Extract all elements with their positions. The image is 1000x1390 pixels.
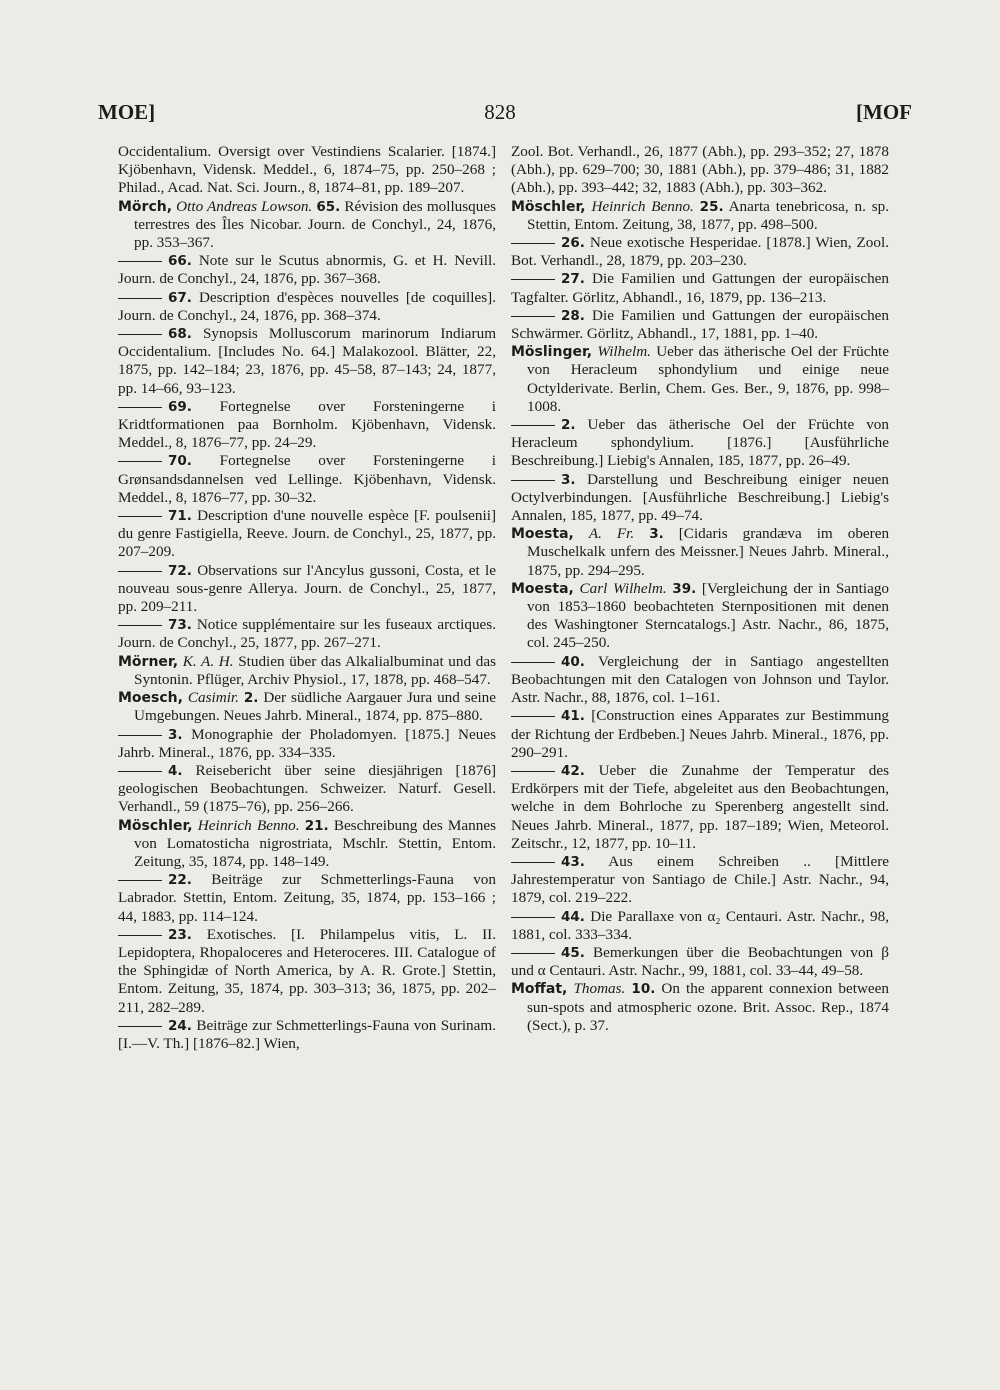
entry-text: Neue exotische Hesperidae. [1878.] Wien, Zool. Bot. Verhandl., 28, 1879, pp. 203–230.: [511, 234, 889, 270]
entry-number: 40.: [561, 653, 585, 670]
bibliography-entry: [511, 471, 889, 526]
entry-text: Darstellung und Beschreibung einiger neuen Octylverbindungen. [Ausführliche Beschreibung.] Liebig's Annalen, 185, 1877, pp. 49–74.: [511, 470, 889, 525]
entry-number: 41.: [561, 708, 585, 725]
entry-number: 26.: [561, 235, 585, 252]
entry-number: 4.: [168, 762, 183, 779]
bibliography-entry: [511, 908, 889, 944]
ditto-dash: [118, 735, 162, 736]
entry-text: Description d'espèces nouvelles [de coquilles]. Journ. de Conchyl., 24, 1876, pp. 368–374.: [118, 288, 496, 324]
bibliography-entry: [511, 234, 889, 270]
author-given-names: Casimir.: [187, 689, 239, 707]
bibliography-entry: [118, 653, 496, 689]
entry-number: 65.: [316, 198, 341, 215]
bibliography-entry: [511, 270, 889, 306]
bibliography-entry: [511, 707, 889, 762]
entry-number: 3.: [649, 526, 664, 543]
ditto-dash: [118, 298, 162, 299]
author-surname: Moesta,: [511, 526, 574, 543]
ditto-dash: [118, 625, 162, 626]
entry-text: Exotisches. [I. Philampelus vitis, L. II. Lepidoptera, Rhopaloceres and Heteroceres. III. Catalogue of the Sphingidæ of North America, by A. R. Grote.] Stettin, Entom. Zeitung, 35, 1874, pp. 303–313; 36, 1875, pp. 202–211, 282–289.: [118, 925, 497, 1016]
bibliography-entry: [118, 143, 496, 198]
bibliography-entry: [511, 416, 889, 471]
author-given-names: K. A. H.: [182, 652, 234, 670]
entry-number: 44.: [561, 908, 585, 925]
entry-text: Die Familien und Gattungen der europäischen Tagfalter. Görlitz, Abhandl., 16, 1879, pp. 136–213.: [511, 270, 890, 306]
entry-text: Beiträge zur Schmetterlings-Fauna von Surinam. [I.—V. Th.] [1876–82.] Wien,: [118, 1016, 497, 1052]
ditto-dash: [118, 516, 162, 517]
entry-text: Zool. Bot. Verhandl., 26, 1877 (Abh.), pp. 293–352; 27, 1878 (Abh.), pp. 629–700; 30, 1881 (Abh.), pp. 379–486; 31, 1882 (Abh.), pp. 393–442; 32, 1883 (Abh.), pp. 303–362.: [511, 143, 889, 197]
entry-text: Note sur le Scutus abnormis, G. et H. Nevill. Journ. de Conchyl., 24, 1876, pp. 367–368.: [118, 252, 496, 288]
ditto-dash: [511, 243, 555, 244]
entry-text: Description d'une nouvelle espèce [F. poulsenii] du genre Fastigiella, Reeve. Journ. de Conchyl., 25, 1877, pp. 207–209.: [118, 507, 496, 561]
author-given-names: Thomas.: [573, 980, 626, 998]
author-surname: Moffat,: [511, 981, 568, 998]
entry-number: 43.: [561, 853, 585, 870]
ditto-dash: [511, 480, 555, 481]
bibliography-entry: [511, 580, 889, 653]
entry-number: 23.: [168, 926, 192, 943]
ditto-dash: [511, 917, 555, 918]
ditto-dash: [118, 334, 162, 335]
page-number: 828: [484, 100, 516, 124]
entry-text: Studien über das Alkalialbuminat und das Syntonin. Pflüger, Archiv Physiol., 17, 1878, pp. 468–547.: [134, 652, 496, 688]
entry-text: Beiträge zur Schmetterlings-Fauna von Labrador. Stettin, Entom. Zeitung, 35, 1874, pp. 153–166 ; 44, 1883, pp. 114–124.: [118, 871, 496, 925]
entry-text: Die Parallaxe von α₂ Centauri. Astr. Nachr., 98, 1881, col. 333–334.: [511, 907, 890, 943]
author-given-names: Wilhelm.: [597, 343, 651, 361]
entry-text: [Vergleichung der in Santiago von 1853–1860 beobachteten Sternpositionen mit denen des Washingtoner Sterncatalogs.] Astr. Nachr., 86, 1875, col. 245–250.: [527, 579, 890, 652]
ditto-dash: [511, 662, 555, 663]
entry-number: 27.: [561, 271, 585, 288]
bibliography-entry: [118, 817, 496, 872]
entry-number: 67.: [168, 289, 192, 306]
entry-text: Beschreibung des Mannes von Lomatosticha nigrostriata, Mschlr. Stettin, Entom. Zeitung, 35, 1874, pp. 148–149.: [134, 816, 496, 870]
ditto-dash: [118, 407, 162, 408]
entry-text: Vergleichung der in Santiago angestellten Beobachtungen mit den Catalogen von Johnson und Taylor. Astr. Nachr., 88, 1876, col. 1–161.: [511, 652, 889, 707]
bibliography-entry: [511, 343, 889, 416]
entry-text: Ueber das ätherische Oel der Früchte von Heracleum sphondylium und einige neue Octylderivate. Berlin, Chem. Ges. Ber., 9, 1876, pp. 998–1008.: [527, 343, 890, 415]
bibliography-entry: [118, 252, 496, 288]
author-given-names: Otto Andreas Lowson.: [176, 197, 313, 215]
entry-text: Fortegnelse over Forsteningerne i Kridtformationen paa Bornholm. Kjöbenhavn, Vidensk. Meddel., 8, 1876–77, pp. 24–29.: [118, 397, 497, 452]
ditto-dash: [118, 261, 162, 262]
bibliography-entry: [511, 198, 889, 234]
ditto-dash: [118, 571, 162, 572]
entry-text: Ueber das ätherische Oel der Früchte von Heracleum sphondylium. [1876.] [Ausführliche Beschreibung.] Liebig's Annalen, 185, 1877, pp. 26–49.: [511, 416, 889, 470]
bibliography-entry: [511, 944, 889, 980]
bibliography-entry: [118, 726, 496, 762]
ditto-dash: [511, 771, 555, 772]
entry-text: Révision des mollusques terrestres des Îles Nicobar. Journ. de Conchyl., 24, 1876, pp. 353–367.: [134, 197, 497, 252]
author-surname: Moesta,: [511, 580, 574, 597]
ditto-dash: [511, 862, 555, 863]
bibliography-entry: [118, 507, 496, 562]
bibliography-entry: [118, 325, 496, 398]
entry-number: 39.: [672, 580, 697, 597]
bibliography-entry: [511, 853, 889, 908]
entry-number: 21.: [304, 817, 329, 834]
entry-text: Ueber die Zunahme der Temperatur des Erdkörpers mit der Tiefe, abgeleitet aus den Beobachtungen, welche in dem Bohrloche zu Sperenberg angestellt sind. Neues Jahrb. Mineral., 1877, pp. 187–189; Wien, Meteorol. Zeitschr., 12, 1877, pp. 10–11.: [511, 761, 889, 852]
ditto-dash: [118, 880, 162, 881]
entry-number: 42.: [561, 762, 585, 779]
entry-text: Aus einem Schreiben .. [Mittlere Jahrestemperatur von Santiago de Chile.] Astr. Nachr., 94, 1879, col. 219–222.: [511, 852, 889, 907]
bibliography-entry: [511, 980, 889, 1035]
ditto-dash: [511, 425, 555, 426]
ditto-dash: [118, 935, 162, 936]
author-given-names: A. Fr.: [588, 525, 635, 543]
entry-text: [Construction eines Apparates zur Bestimmung der Richtung der Erdbeben.] Neues Jahrb. Mineral., 1876, pp. 290–291.: [511, 707, 890, 761]
entry-number: 45.: [561, 944, 585, 961]
bibliography-entry: [118, 762, 496, 817]
author-given-names: Carl Wilhelm.: [579, 579, 667, 597]
entry-number: 71.: [168, 508, 192, 525]
entry-number: 28.: [561, 307, 585, 324]
bibliography-entry: [511, 762, 889, 853]
entry-number: 10.: [631, 981, 656, 998]
entry-number: 22.: [168, 872, 192, 889]
entry-number: 73.: [168, 617, 192, 634]
entry-number: 68.: [168, 326, 192, 343]
entry-number: 25.: [699, 198, 724, 215]
entry-text: Observations sur l'Ancylus gussoni, Costa, et le nouveau sous-genre Allerya. Journ. de Conchyl., 25, 1877, pp. 209–211.: [118, 561, 496, 616]
bibliography-entry: [118, 1017, 496, 1053]
bibliography-entry: [118, 452, 496, 507]
running-head-left: MOE]: [98, 100, 156, 124]
entry-number: 2.: [561, 417, 576, 434]
entry-text: Bemerkungen über die Beobachtungen von β und α Centauri. Astr. Nachr., 99, 1881, col. 33–44, 49–58.: [511, 943, 889, 980]
entry-text: Notice supplémentaire sur les fuseaux arctiques. Journ. de Conchyl., 25, 1877, pp. 267–271.: [118, 616, 496, 652]
entry-number: 2.: [243, 690, 259, 707]
ditto-dash: [511, 316, 555, 317]
author-surname: Mörch,: [118, 198, 173, 215]
ditto-dash: [511, 716, 555, 717]
entry-number: 72.: [168, 562, 192, 579]
bibliography-entry: [118, 562, 496, 617]
author-surname: Mörner,: [118, 653, 179, 670]
ditto-dash: [118, 771, 162, 772]
entry-text: Der südliche Aargauer Jura und seine Umgebungen. Neues Jahrb. Mineral., 1874, pp. 875–880.: [134, 689, 496, 725]
ditto-dash: [118, 461, 162, 462]
ditto-dash: [118, 1026, 162, 1027]
bibliography-entry: [511, 143, 889, 198]
bibliography-entry: [118, 871, 496, 926]
entry-number: 3.: [561, 471, 576, 488]
author-surname: Möschler,: [511, 198, 586, 215]
bibliography-entry: [118, 398, 496, 453]
bibliography-entry: [511, 653, 889, 708]
right-column: [511, 143, 889, 1035]
entry-text: [Cidaris grandæva im oberen Muschelkalk unfern des Meissner.] Neues Jahrb. Mineral., 1875, pp. 294–295.: [527, 525, 890, 579]
entry-number: 66.: [168, 253, 192, 270]
bibliography-entry: [511, 525, 889, 580]
running-head-right: [MOF: [856, 100, 912, 124]
bibliography-entry: [118, 616, 496, 652]
bibliography-entry: [118, 689, 496, 725]
entry-text: Occidentalium. Oversigt over Vestindiens Scalarier. [1874.] Kjöbenhavn, Vidensk. Meddel., 6, 1874–75, pp. 250–268 ; Philad., Acad. Nat. Sci. Journ., 8, 1874–81, pp. 189–207.: [118, 143, 496, 197]
bibliography-entry: [118, 289, 496, 325]
ditto-dash: [511, 953, 555, 954]
entry-text: Reisebericht über seine diesjährigen [1876] geologischen Beobachtungen. Schweizer. Naturf. Gesell. Verhandl., 59 (1875–76), pp. 256–266.: [118, 761, 496, 816]
entry-number: 24.: [168, 1017, 192, 1034]
entry-number: 70.: [168, 453, 192, 470]
author-surname: Möslinger,: [511, 344, 593, 361]
bibliography-entry: [511, 307, 889, 343]
bibliography-entry: [118, 198, 496, 253]
author-given-names: Heinrich Benno.: [197, 816, 300, 834]
bibliography-entry: [118, 926, 496, 1017]
entry-text: Monographie der Pholadomyen. [1875.] Neues Jahrb. Mineral., 1876, pp. 334–335.: [118, 725, 497, 761]
author-surname: Moesch,: [118, 690, 183, 707]
entry-text: Anarta tenebricosa, n. sp. Stettin, Entom. Zeitung, 38, 1877, pp. 498–500.: [527, 197, 889, 233]
entry-number: 69.: [168, 398, 192, 415]
entry-number: 3.: [168, 726, 183, 743]
author-given-names: Heinrich Benno.: [591, 197, 694, 215]
entry-text: Synopsis Molluscorum marinorum Indiarum Occidentalium. [Includes No. 64.] Malakozool. Blätter, 22, 1875, pp. 142–184; 23, 1876, pp. 45–58, 87–143; 24, 1877, pp. 14–66, 93–123.: [118, 325, 497, 397]
author-surname: Möschler,: [118, 817, 193, 834]
entry-text: Fortegnelse over Forsteningerne i Grønsandsdannelsen ved Lellinge. Kjöbenhavn, Vidensk. Meddel., 8, 1876–77, pp. 30–32.: [118, 452, 497, 506]
left-column: [118, 143, 496, 1053]
entry-text: On the apparent connexion between sun-spots and atmospheric ozone. Brit. Assoc. Rep., 1874 (Sect.), p. 37.: [527, 980, 889, 1034]
entry-text: Die Familien und Gattungen der europäischen Schwärmer. Görlitz, Abhandl., 17, 1881, pp. 1–40.: [511, 306, 890, 343]
ditto-dash: [511, 279, 555, 280]
